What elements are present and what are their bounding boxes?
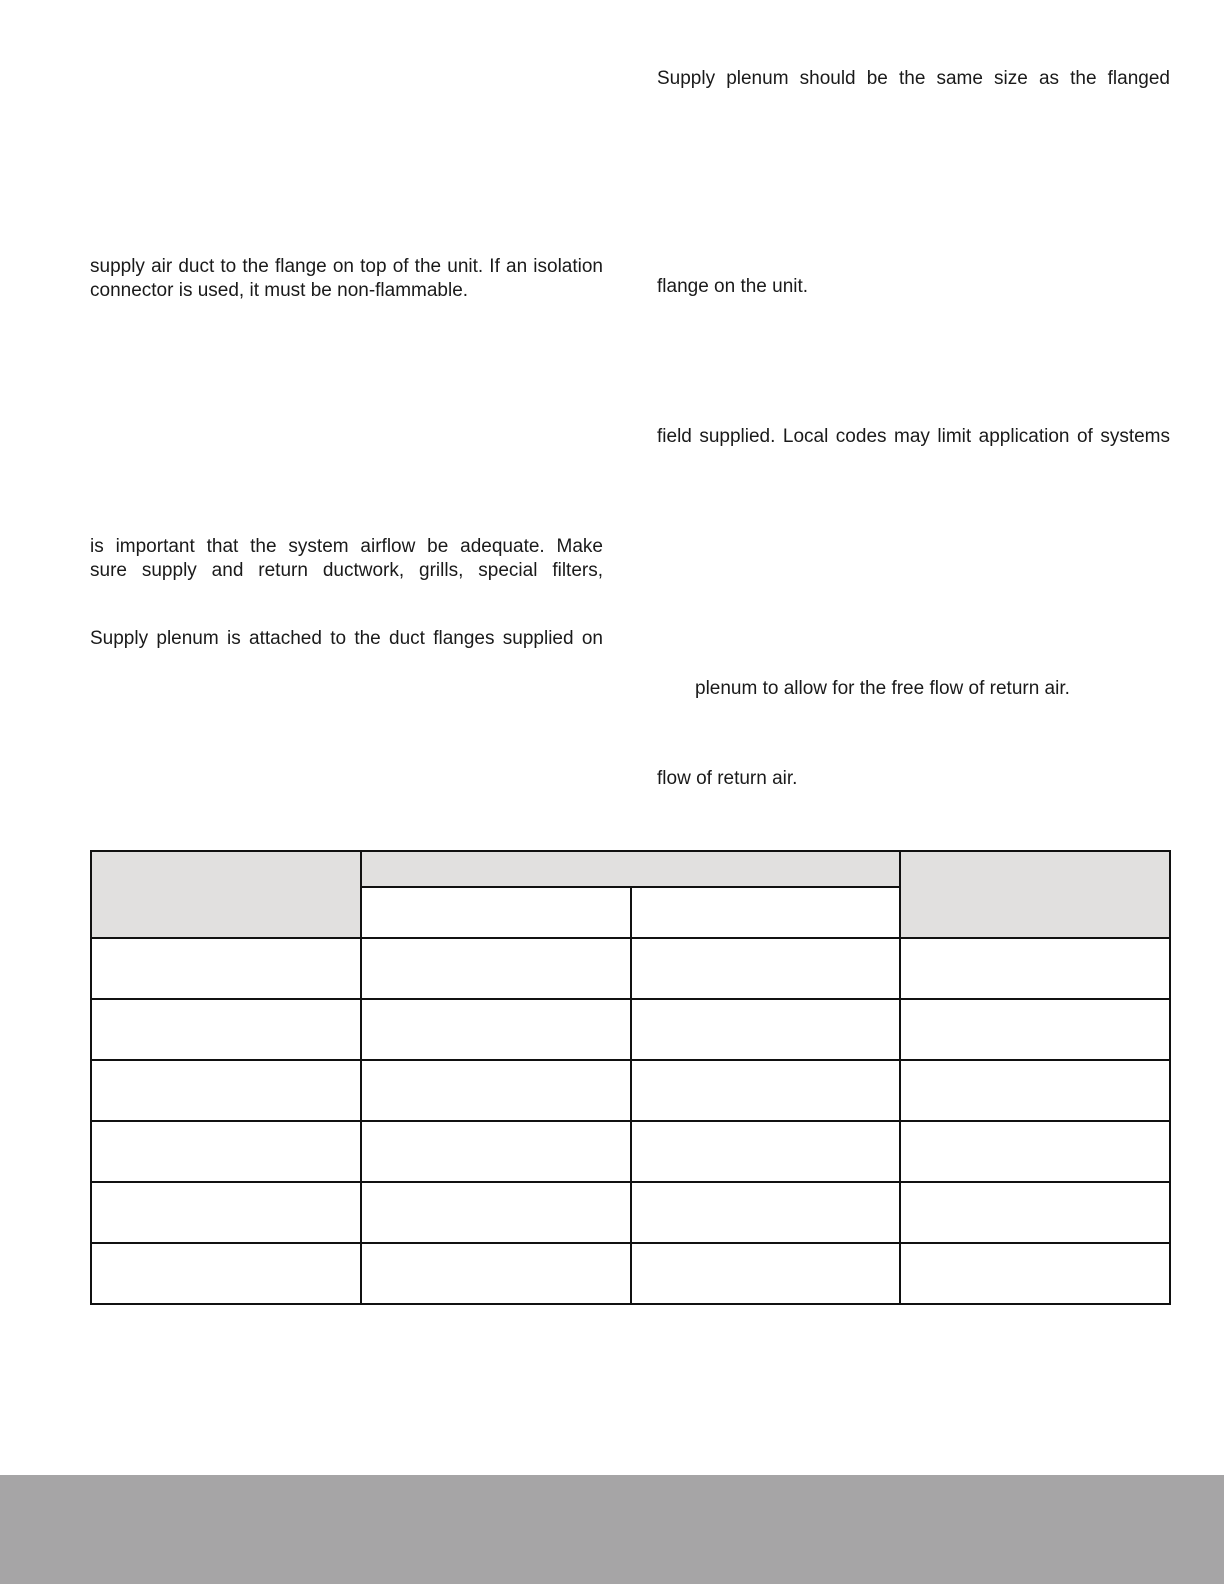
table-cell bbox=[361, 1121, 631, 1182]
table-cell bbox=[631, 1121, 900, 1182]
table-subheader-cell-1 bbox=[361, 887, 631, 938]
table-cell bbox=[361, 938, 631, 999]
table-row bbox=[91, 938, 1170, 999]
page-footer-bar bbox=[0, 1475, 1224, 1584]
table-row bbox=[91, 1182, 1170, 1243]
table-subheader-cell-2 bbox=[631, 887, 900, 938]
table-header-cell-group bbox=[361, 851, 900, 887]
table-cell bbox=[631, 1182, 900, 1243]
table-cell bbox=[91, 1243, 361, 1304]
table-header-cell-4 bbox=[900, 851, 1170, 938]
right-paragraph-local-codes bbox=[657, 425, 1170, 449]
right-p2-line-1: flange on the unit. bbox=[657, 276, 809, 297]
right-p3-line-1: field supplied. Local codes may limit application of systems bbox=[657, 426, 1170, 447]
table-cell bbox=[361, 1060, 631, 1121]
table-cell bbox=[91, 1060, 361, 1121]
table-cell bbox=[900, 1121, 1170, 1182]
table-cell bbox=[900, 1182, 1170, 1243]
table-row bbox=[91, 999, 1170, 1060]
left-p3-line-1: Supply plenum is attached to the duct flanges supplied on bbox=[90, 628, 603, 649]
table-header-row bbox=[91, 851, 1170, 887]
right-p5-line-1: flow of return air. bbox=[657, 768, 798, 789]
table-row bbox=[91, 1121, 1170, 1182]
left-p2-line-2: sure supply and return ductwork, grills, special filters, bbox=[90, 560, 603, 581]
table-cell bbox=[900, 938, 1170, 999]
left-p1-line-2: connector is used, it must be non-flammable. bbox=[90, 280, 469, 301]
table-cell bbox=[91, 999, 361, 1060]
right-p1-line-1: Supply plenum should be the same size as the flanged bbox=[657, 68, 1170, 89]
table-cell bbox=[361, 1182, 631, 1243]
right-paragraph-return-plenum bbox=[695, 677, 1175, 701]
left-p1-line-1: supply air duct to the flange on top of the unit. If an isolation bbox=[90, 256, 603, 277]
left-paragraph-duct-connection bbox=[90, 255, 603, 303]
table-cell bbox=[900, 999, 1170, 1060]
right-paragraph-return-flow bbox=[657, 767, 1170, 791]
table-cell bbox=[631, 1243, 900, 1304]
table-cell bbox=[91, 1121, 361, 1182]
table-row bbox=[91, 1243, 1170, 1304]
spec-table bbox=[90, 850, 1171, 1305]
table-cell bbox=[361, 1243, 631, 1304]
table-cell bbox=[91, 1182, 361, 1243]
right-paragraph-flange bbox=[657, 275, 1170, 299]
left-paragraph-supply-plenum bbox=[90, 627, 603, 651]
table-header-cell-1 bbox=[91, 851, 361, 938]
table-cell bbox=[91, 938, 361, 999]
table-cell bbox=[631, 999, 900, 1060]
table-cell bbox=[631, 1060, 900, 1121]
table-row bbox=[91, 1060, 1170, 1121]
right-p4-line-1: plenum to allow for the free flow of return air. bbox=[695, 678, 1070, 699]
right-paragraph-plenum-size bbox=[657, 67, 1170, 91]
table-cell bbox=[631, 938, 900, 999]
table-cell bbox=[361, 999, 631, 1060]
table-cell bbox=[900, 1060, 1170, 1121]
table-cell bbox=[900, 1243, 1170, 1304]
left-p2-line-1: is important that the system airflow be adequate. Make bbox=[90, 536, 603, 557]
left-paragraph-airflow bbox=[90, 535, 603, 583]
